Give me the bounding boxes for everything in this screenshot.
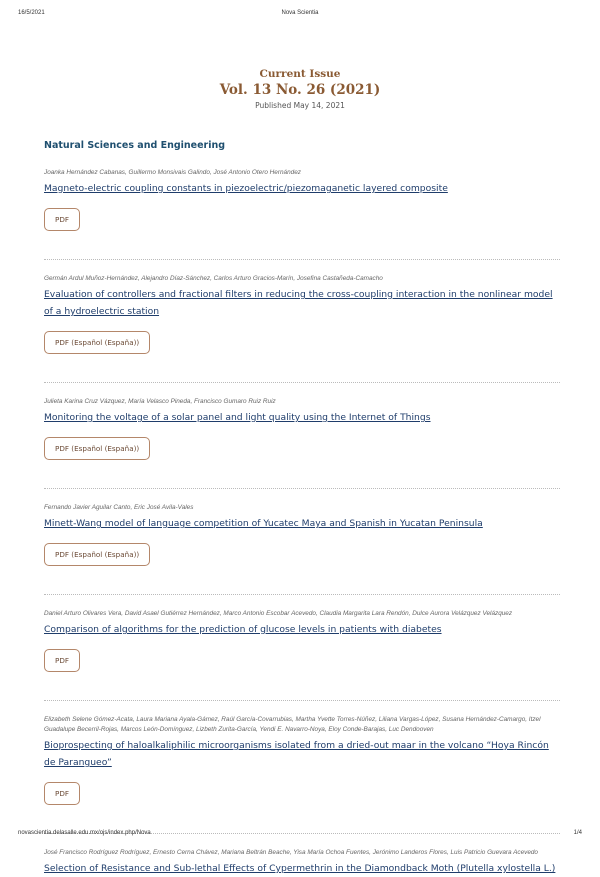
article-authors: Julieta Karina Cruz Vázquez, María Velasco Pineda, Francisco Gumaro Ruiz Ruiz (44, 398, 276, 405)
article-title-link[interactable]: Selection of Resistance and Sub-lethal Effects of Cypermethrin in the Diamondback Moth (Plutella xylostella L.) (44, 863, 556, 874)
article-item (44, 609, 560, 672)
print-site-title: Nova Scientia (281, 10, 319, 16)
article-item (44, 715, 560, 805)
article-item (44, 397, 560, 460)
issue-published-date: Published May 14, 2021 (255, 101, 345, 110)
article-title-link[interactable]: Bioprospecting of haloalkaliphilic microorganisms isolated from a dried-out maar in the volcano “Hoya Rincón de Parangueo” (44, 740, 549, 768)
issue-title: Vol. 13 No. 26 (2021) (219, 82, 381, 98)
section-title: Natural Sciences and Engineering (44, 140, 226, 151)
issue-label: Current Issue (259, 68, 341, 80)
article-list (44, 168, 560, 877)
article-authors: Joanka Hernández Cabanas, Guillermo Monsivais Galindo, José Antonio Otero Hernández (44, 169, 301, 176)
pdf-button[interactable]: PDF (44, 208, 80, 231)
article-title-link[interactable]: Magneto-electric coupling constants in piezoelectric/piezomaganetic layered composite (44, 183, 448, 194)
article-title-link[interactable]: Minett-Wang model of language competition of Yucatec Maya and Spanish in Yucatan Peninsula (44, 518, 483, 529)
pdf-button[interactable]: PDF (Español (España)) (44, 543, 150, 566)
article-authors: Daniel Arturo Olivares Vera, David Asael Gutiérrez Hernández, Marco Antonio Escobar Acevedo, Claudia Margarita Lara Rendón, Dulce Aurora Velázquez Velázquez (44, 610, 513, 617)
article-authors: José Francisco Rodríguez Rodríguez, Ernesto Cerna Chávez, Mariana Beltrán Beache, Yisa María Ochoa Fuentes, Jerónimo Landeros Flores, Luis Patricio Guevara Acevedo (44, 849, 538, 856)
print-page-number: 1/4 (573, 830, 582, 836)
article-item (44, 848, 560, 877)
article-divider (44, 594, 560, 595)
article-title-link[interactable]: Monitoring the voltage of a solar panel and light quality using the Internet of Things (44, 412, 431, 423)
print-url: novascientia.delasalle.edu.mx/ojs/index.php/Nova (18, 830, 151, 836)
article-item (44, 274, 560, 354)
article-item (44, 168, 560, 231)
article-authors: Germán Ardul Muñoz-Hernández, Alejandro Díaz-Sánchez, Carlos Arturo Gracios-Marín, Josefina Castañeda-Camacho (44, 275, 383, 282)
article-divider (44, 382, 560, 383)
article-divider (44, 259, 560, 260)
pdf-button[interactable]: PDF (Español (España)) (44, 331, 150, 354)
article-authors: Fernando Javier Aguilar Canto, Eric José Avila-Vales (44, 504, 194, 511)
article-divider (44, 700, 560, 701)
article-divider (44, 488, 560, 489)
pdf-button[interactable]: PDF (44, 782, 80, 805)
pdf-button[interactable]: PDF (Español (España)) (44, 437, 150, 460)
print-date: 16/5/2021 (18, 10, 45, 16)
pdf-button[interactable]: PDF (44, 649, 80, 672)
article-title-link[interactable]: Evaluation of controllers and fractional filters in reducing the cross-coupling interaction in the nonlinear model of a hydroelectric station (44, 289, 553, 317)
article-title-link[interactable]: Comparison of algorithms for the prediction of glucose levels in patients with diabetes (44, 624, 442, 635)
issue-header (0, 68, 600, 110)
article-authors: Elizabeth Selene Gómez-Acata, Laura Mariana Ayala-Gámez, Raúl García-Covarrubias, Martha Yvette Torres-Núñez, Liliana Vargas-López, Susana Hernández-Camargo, Itzel Guadalupe Becerril-Rojas, Marcos León-Domínguez, Lizbeth Zurita-García, Yendi E. Navarro-Noya, Eloy Conde-Barajas, Luc Dendooven (44, 716, 541, 733)
article-item (44, 503, 560, 566)
